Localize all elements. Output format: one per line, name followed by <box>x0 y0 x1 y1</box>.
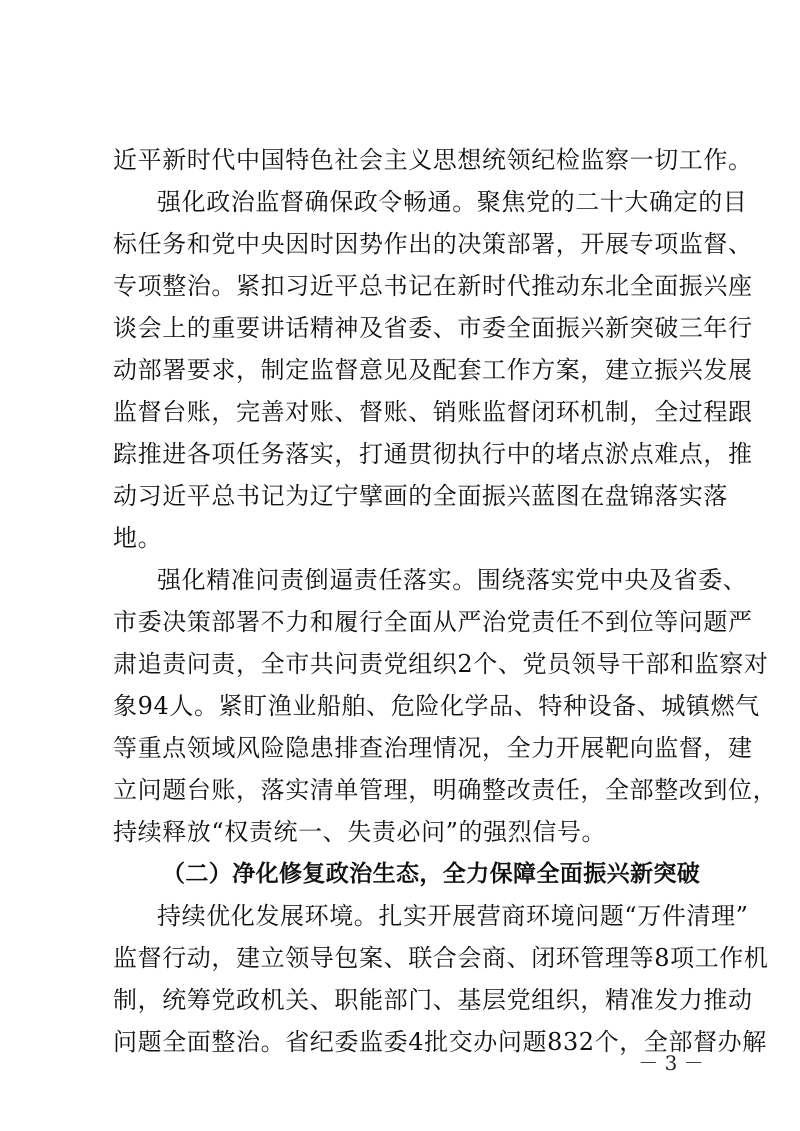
paragraph-line: 踪推进各项任务落实，打通贯彻执行中的堵点淤点难点，推 <box>113 440 753 468</box>
paragraph-line: 动习近平总书记为辽宁擘画的全面振兴蓝图在盘锦落实落 <box>113 482 728 510</box>
paragraph-line: 制，统筹党政机关、职能部门、基层党组织，精准发力推动 <box>113 986 753 1014</box>
paragraph-line: 持续释放“权责统一、失责必问”的强烈信号。 <box>113 818 607 846</box>
paragraph-line: 谈会上的重要讲话精神及省委、市委全面振兴新突破三年行 <box>113 314 753 342</box>
paragraph-line: 肃追责问责，全市共问责党组织2个、党员领导干部和监察对 <box>113 650 769 678</box>
paragraph-line: 立问题台账，落实清单管理，明确整改责任，全部整改到位， <box>113 776 778 804</box>
paragraph-line: 持续优化发展环境。扎实开展营商环境问题“万件清理” <box>157 902 749 930</box>
page-number: － 3 － <box>638 1051 704 1075</box>
paragraph-line: 问题全面整治。省纪委监委4批交办问题832个，全部督办解 <box>113 1028 767 1056</box>
paragraph-line: 近平新时代中国特色社会主义思想统领纪检监察一切工作。 <box>113 146 753 174</box>
paragraph-line: 市委决策部署不力和履行全面从严治党责任不到位等问题严 <box>113 608 753 636</box>
paragraph-line: 地。 <box>113 524 163 552</box>
paragraph-line: 等重点领域风险隐患排查治理情况，全力开展靶向监督，建 <box>113 734 753 762</box>
paragraph-line: 强化精准问责倒逼责任落实。围绕落实党中央及省委、 <box>157 566 748 594</box>
paragraph-line: 象94人。紧盯渔业船舶、危险化学品、特种设备、城镇燃气 <box>113 692 760 720</box>
paragraph-line: 标任务和党中央因时因势作出的决策部署，开展专项监督、 <box>113 230 753 258</box>
paragraph-line: 强化政治监督确保政令畅通。聚焦党的二十大确定的目 <box>157 188 748 216</box>
paragraph-line: 动部署要求，制定监督意见及配套工作方案，建立振兴发展 <box>113 356 753 384</box>
paragraph-line: 监督行动，建立领导包案、联合会商、闭环管理等8项工作机 <box>113 944 769 972</box>
section-heading: （二）净化修复政治生态，全力保障全面振兴新突破 <box>162 861 701 887</box>
paragraph-line: 专项整治。紧扣习近平总书记在新时代推动东北全面振兴座 <box>113 272 753 300</box>
paragraph-line: 监督台账，完善对账、督账、销账监督闭环机制，全过程跟 <box>113 398 753 426</box>
